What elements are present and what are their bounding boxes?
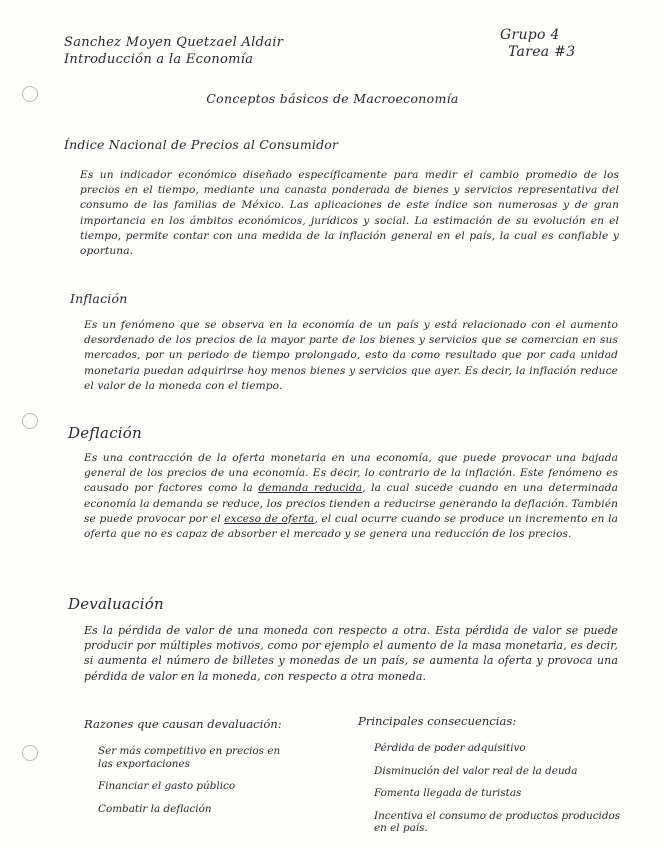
- underlined-term: exceso de oferta: [224, 512, 315, 525]
- binder-hole-middle: [22, 413, 38, 429]
- razones-list: [84, 717, 324, 825]
- underlined-term: demanda reducida: [258, 482, 363, 495]
- student-name: Sanchez Moyen Quetzael Aldair: [64, 35, 284, 50]
- body-text: Es una contracción de la oferta monetaria en una economía, que puede provocar una bajada general de los precios de una economía. Es decir, lo contrario de la inflación. Este fenómeno es causado por factores como la: [84, 452, 618, 495]
- list-item: Ser más competitivo en precios en las exportaciones: [98, 745, 281, 770]
- page-title: Conceptos básicos de Macroeconomía: [206, 91, 459, 106]
- section-body: Es la pérdida de valor de una moneda con respecto a otra. Esta pérdida de valor se puede producir por múltiples motivos, como por ejemplo el aumento de la masa monetaria, es decir, si aumenta el número de billetes y monedas de un país, se aumenta la oferta y provoca una pérdida de valor en la moneda, con respecto a otra moneda.: [84, 624, 618, 683]
- section-inflacion: [70, 291, 618, 394]
- section-heading: Deflación: [68, 424, 142, 442]
- section-deflacion: [68, 424, 618, 542]
- section-body: Es un indicador económico diseñado específicamente para medir el cambio promedio de los precios en el tiempo, mediante una canasta ponderada de bienes y servicios representativa del consumo de las familias de México. Las aplicaciones de este índice son numerosas y de gran importancia en los ámbitos económicos, jurídicos y social. La estimación de su evolución en el tiempo, permite contar con una medida de la inflación general en el país, la cual es confiable y oportuna.: [80, 169, 619, 258]
- section-heading: Índice Nacional de Precios al Consumidor: [64, 137, 339, 152]
- section-devaluacion: [68, 595, 618, 684]
- section-body: Es un fenómeno que se observa en la economía de un país y está relacionado con el aumento desordenado de los precios de la mayor parte de los bienes y servicios que se comercian en sus mercados, por un periodo de tiempo prolongado, esto da como resultado que por cada unidad monetaria puedan adquirirse hoy menos bienes y servicios que ayer. Es decir, la inflación reduce el valor de la moneda con el tiempo.: [84, 319, 618, 392]
- section-heading: Devaluación: [68, 595, 164, 613]
- section-body: [68, 451, 618, 542]
- consecuencias-heading: Principales consecuencias:: [358, 714, 517, 728]
- section-inpc: [64, 137, 619, 259]
- consecuencias-list: [358, 714, 633, 845]
- list-item: Disminución del valor real de la deuda: [374, 764, 578, 777]
- list-item: Financiar el gasto público: [98, 780, 236, 792]
- section-heading: Inflación: [70, 291, 128, 306]
- body-text: , el cual ocurre cuando se produce un incremento en la oferta que no es capaz de absorber el mercado y se genera una reducción de los precios.: [84, 512, 618, 541]
- list-item: Combatir la deflación: [98, 802, 212, 815]
- list-item: Fomenta llegada de turistas: [374, 787, 522, 799]
- list-item: Incentiva el consumo de productos producidos en el país.: [374, 809, 621, 834]
- task-label: Tarea #3: [508, 44, 576, 60]
- razones-heading: Razones que causan devaluación:: [84, 717, 282, 731]
- binder-hole-bottom: [22, 745, 38, 761]
- group-label: Grupo 4: [500, 27, 560, 43]
- body-text: , la cual sucede cuando en una determinada economía la demanda se reduce, los precios tienden a reducirse generando la deflación. También se puede provocar por el: [84, 482, 619, 525]
- list-item: Pérdida de poder adquisitivo: [374, 742, 526, 754]
- course-name: Introducción a la Economía: [64, 52, 254, 67]
